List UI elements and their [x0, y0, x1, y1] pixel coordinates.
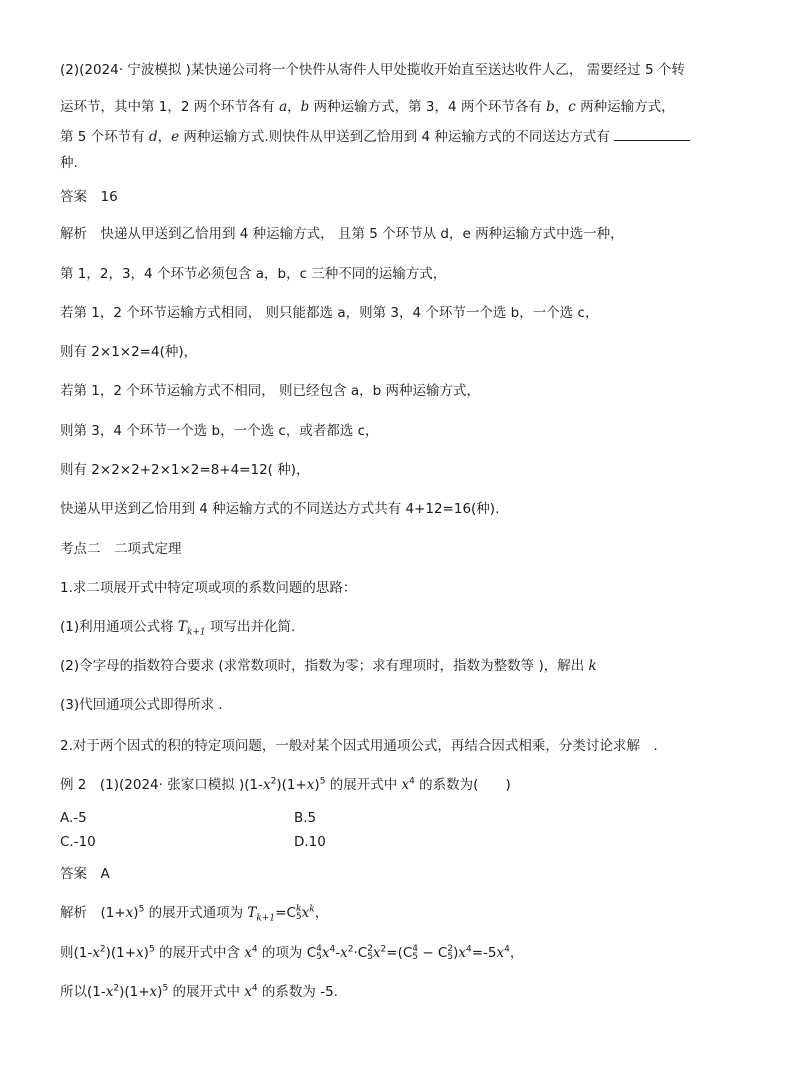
q2-line-1	[60, 60, 685, 80]
var: d	[148, 129, 158, 145]
var: b	[546, 99, 555, 115]
text: D.10	[294, 834, 326, 850]
example2-exp-2	[60, 943, 523, 963]
example2-stem	[60, 775, 511, 795]
text: )	[157, 984, 163, 1000]
binom-top: k	[296, 904, 302, 914]
var: x	[244, 984, 252, 1000]
text: 1.求二项展开式中特定项或项的系数问题的思路：	[60, 580, 357, 596]
var: x	[306, 777, 315, 793]
sup: 2	[99, 944, 106, 955]
option-c	[60, 832, 96, 852]
text: 则有 2×2×2+2×1×2=8+4=12( 种)，	[60, 462, 310, 478]
binom-bottom: 5	[447, 952, 454, 962]
var: x	[105, 984, 114, 1000]
text: 的展开式中	[325, 777, 402, 793]
sub: k+1	[256, 913, 276, 924]
var: x	[496, 945, 505, 961]
text: C.-10	[60, 834, 96, 850]
text: (3)代回通项公式即得所求 .	[60, 697, 223, 713]
example2-exp-3	[60, 982, 338, 1002]
section-p3	[60, 656, 597, 676]
text: )(1+	[276, 777, 307, 793]
var: x	[263, 777, 271, 793]
text: 则第 3，4 个环节一个选 b，一个选 c，或者都选 c，	[60, 423, 379, 439]
var: x	[458, 945, 466, 961]
text: 答案 16	[60, 189, 118, 205]
text: 两种运输方式，	[575, 99, 675, 115]
q2-line-4	[60, 153, 78, 173]
q2-exp-4	[60, 342, 197, 362]
text: 答案 A	[60, 866, 110, 882]
text: 的展开式中含	[154, 945, 245, 961]
var: x	[92, 945, 100, 961]
text: 则有 2×1×2=4(种)，	[60, 344, 198, 360]
q2-answer	[60, 187, 118, 207]
binom-top: 4	[316, 944, 322, 954]
text: )	[314, 777, 320, 793]
text: ，	[287, 99, 301, 115]
text: 若第 1，2 个环节运输方式相同， 则只能都选 a，则第 3，4 个环节一个选 b，一个选 c，	[60, 305, 599, 321]
binom-bottom: 5	[412, 952, 419, 962]
text: 种.	[60, 155, 78, 171]
text: 例 2 (1)(2024· 张家口模拟 )(1-	[60, 777, 263, 793]
var: T	[177, 619, 187, 635]
q2-exp-7	[60, 460, 310, 480]
q2-line-2	[60, 97, 675, 117]
var: x	[372, 945, 381, 961]
binom-top: 2	[367, 944, 373, 954]
sup: 2	[270, 776, 277, 787]
sup: 4	[504, 944, 510, 955]
sup: 2	[113, 983, 120, 994]
sup: k	[309, 904, 315, 915]
subscript: k+1	[186, 627, 206, 638]
q2-exp-5	[60, 381, 480, 401]
example2-exp-1	[60, 903, 328, 923]
var: x	[149, 984, 158, 1000]
text: ，	[554, 99, 569, 115]
section-p4	[60, 695, 223, 715]
section-p5	[60, 736, 658, 756]
text: (2)令字母的指数符合要求 (求常数项时，指数为零；求有理项时，指数为整数等 )，解出	[60, 658, 589, 674]
text: )	[133, 905, 139, 921]
q2-line-1-text: (2)(2024· 宁波模拟 )某快递公司将一个快件从寄件人甲处揽收开始直至送达收件人乙， 需要经过 5 个转	[60, 62, 685, 78]
sup: 5	[148, 944, 155, 955]
binom-top: 4	[412, 944, 419, 954]
q2-exp-8	[60, 499, 499, 519]
var: c	[568, 99, 576, 115]
var: x	[125, 905, 134, 921]
text: 的系数为 -5.	[257, 984, 338, 1000]
option-d	[294, 832, 326, 852]
text: 项写出并化简.	[205, 619, 296, 635]
text: 快递从甲送到乙恰用到 4 种运输方式的不同送达方式共有 4+12=16(种).	[60, 501, 500, 517]
sup: 4	[251, 983, 258, 994]
text: -	[335, 945, 341, 961]
sup: 4	[329, 944, 336, 955]
text: 若第 1，2 个环节运输方式不相同， 则已经包含 a，b 两种运输方式，	[60, 383, 480, 399]
text: )	[143, 945, 149, 961]
answer-blank	[614, 126, 690, 141]
text: 解析 快递从甲送到乙恰用到 4 种运输方式， 且第 5 个环节从 d，e 两种运输方式中选一种，	[60, 226, 624, 242]
sup: 4	[466, 944, 472, 955]
text: 两种运输方式.则快件从甲送到乙恰用到 4 种运输方式的不同送达方式有	[179, 129, 610, 145]
text: )(1+	[105, 945, 137, 961]
text: =-5	[471, 945, 497, 961]
sup: 4	[409, 776, 415, 787]
text: ·C	[353, 945, 368, 961]
example2-answer	[60, 864, 110, 884]
var: x	[340, 945, 348, 961]
text: ，	[314, 905, 329, 921]
binom-top: 2	[447, 944, 454, 954]
text: 的展开式中	[168, 984, 245, 1000]
text: 的展开式通项为	[144, 905, 248, 921]
text: B.5	[294, 810, 317, 826]
var: x	[401, 777, 410, 793]
text: − C	[418, 945, 448, 961]
sup: 5	[319, 776, 326, 787]
text: )(1+	[119, 984, 150, 1000]
q2-exp-1	[60, 224, 624, 244]
var: b	[300, 99, 310, 115]
text: 2.对于两个因式的积的特定项问题，一般对某个因式用通项公式，再结合因式相乘，分类讨论求解 .	[60, 738, 658, 754]
var: e	[171, 129, 180, 145]
var: x	[301, 905, 310, 921]
sup: 5	[138, 904, 145, 915]
section-title	[60, 539, 182, 559]
section-p1	[60, 578, 356, 598]
sup: 2	[380, 944, 387, 955]
q2-exp-6	[60, 421, 379, 441]
text: 两种运输方式，第 3，4 两个环节各有	[309, 99, 547, 115]
text: ，	[157, 129, 172, 145]
sup: 2	[347, 944, 354, 955]
text: 解析 (1+	[60, 905, 126, 921]
binom-bottom: 5	[367, 952, 373, 962]
text: 第 5 个环节有	[60, 129, 149, 145]
var: x	[321, 945, 330, 961]
var: a	[279, 99, 288, 115]
text: 则(1-	[60, 945, 93, 961]
q2-line-3	[60, 126, 690, 147]
text: 所以(1-	[60, 984, 106, 1000]
binom-bottom: 5	[295, 912, 302, 922]
text: =(C	[386, 945, 413, 961]
var: x	[244, 945, 252, 961]
q2-exp-3	[60, 303, 598, 323]
option-a	[60, 808, 87, 828]
text: (1)利用通项公式将	[60, 619, 178, 635]
text: ，	[509, 945, 524, 961]
sup: 4	[251, 944, 258, 955]
text: )	[453, 945, 459, 961]
sup: 5	[162, 983, 169, 994]
text: 第 1，2，3，4 个环节必须包含 a，b，c 三种不同的运输方式，	[60, 266, 447, 282]
section-p2	[60, 617, 295, 637]
var: x	[136, 945, 144, 961]
text: A.-5	[60, 810, 87, 826]
text: 的系数为( )	[414, 777, 511, 793]
text: 考点二 二项式定理	[60, 541, 182, 557]
binom-bottom: 5	[316, 952, 322, 962]
option-b	[294, 808, 316, 828]
text: =C	[275, 905, 296, 921]
q2-exp-2	[60, 264, 446, 284]
text: 运环节，其中第 1，2 两个环节各有	[60, 99, 280, 115]
var: k	[588, 658, 597, 674]
var: T	[247, 905, 257, 921]
text: 的项为 C	[257, 945, 317, 961]
